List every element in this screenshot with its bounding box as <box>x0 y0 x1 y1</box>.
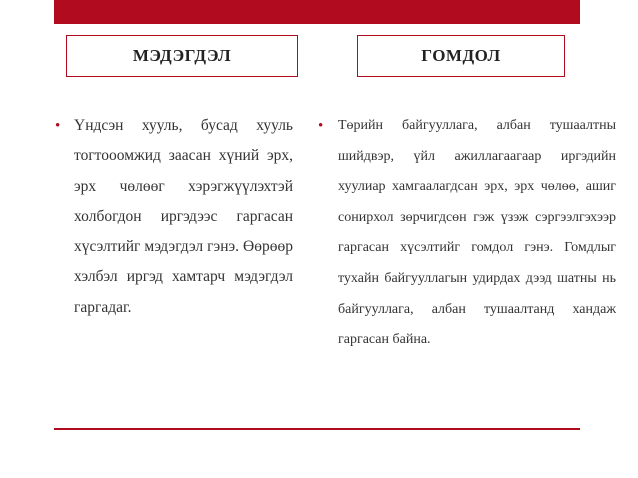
notification-column <box>55 111 293 323</box>
heading-complaint-label: ГОМДОЛ <box>421 46 501 65</box>
complaint-text: Төрийн байгууллага, албан тушаалтны шийдвэр, үйл ажиллагаагаар иргэдийн хуулиар хамгаалагдсан эрх, эрх чөлөө, ашиг сонирхол зөрчигдсөн гэж үзэж сэргээлгэхээр гаргасан хүсэлтийг гомдол гэнэ. Гомдлыг тухайн байгууллагын удирдах дээд шатны нь байгууллага, албан тушаалтанд хандаж гаргасан байна. <box>338 118 616 348</box>
heading-complaint <box>357 35 565 77</box>
notification-text: Үндсэн хууль, бусад хууль тогтооомжид заасан хүний эрх, эрх чөлөөг хэрэгжүүлэхтэй холбогдон иргэдээс гаргасан хүсэлтийг мэдэгдэл гэнэ. Өөрөөр хэлбэл иргэд хамтарч мэдэгдэл гаргадаг. <box>74 117 293 316</box>
bullet-icon: • <box>318 118 324 134</box>
complaint-column <box>318 111 616 356</box>
bullet-icon: • <box>55 118 61 134</box>
heading-notification-label: МЭДЭГДЭЛ <box>132 46 232 65</box>
complaint-paragraph <box>318 111 616 356</box>
notification-paragraph <box>55 111 293 323</box>
top-accent-bar <box>54 0 580 24</box>
heading-notification <box>66 35 298 77</box>
bottom-divider <box>54 428 580 430</box>
